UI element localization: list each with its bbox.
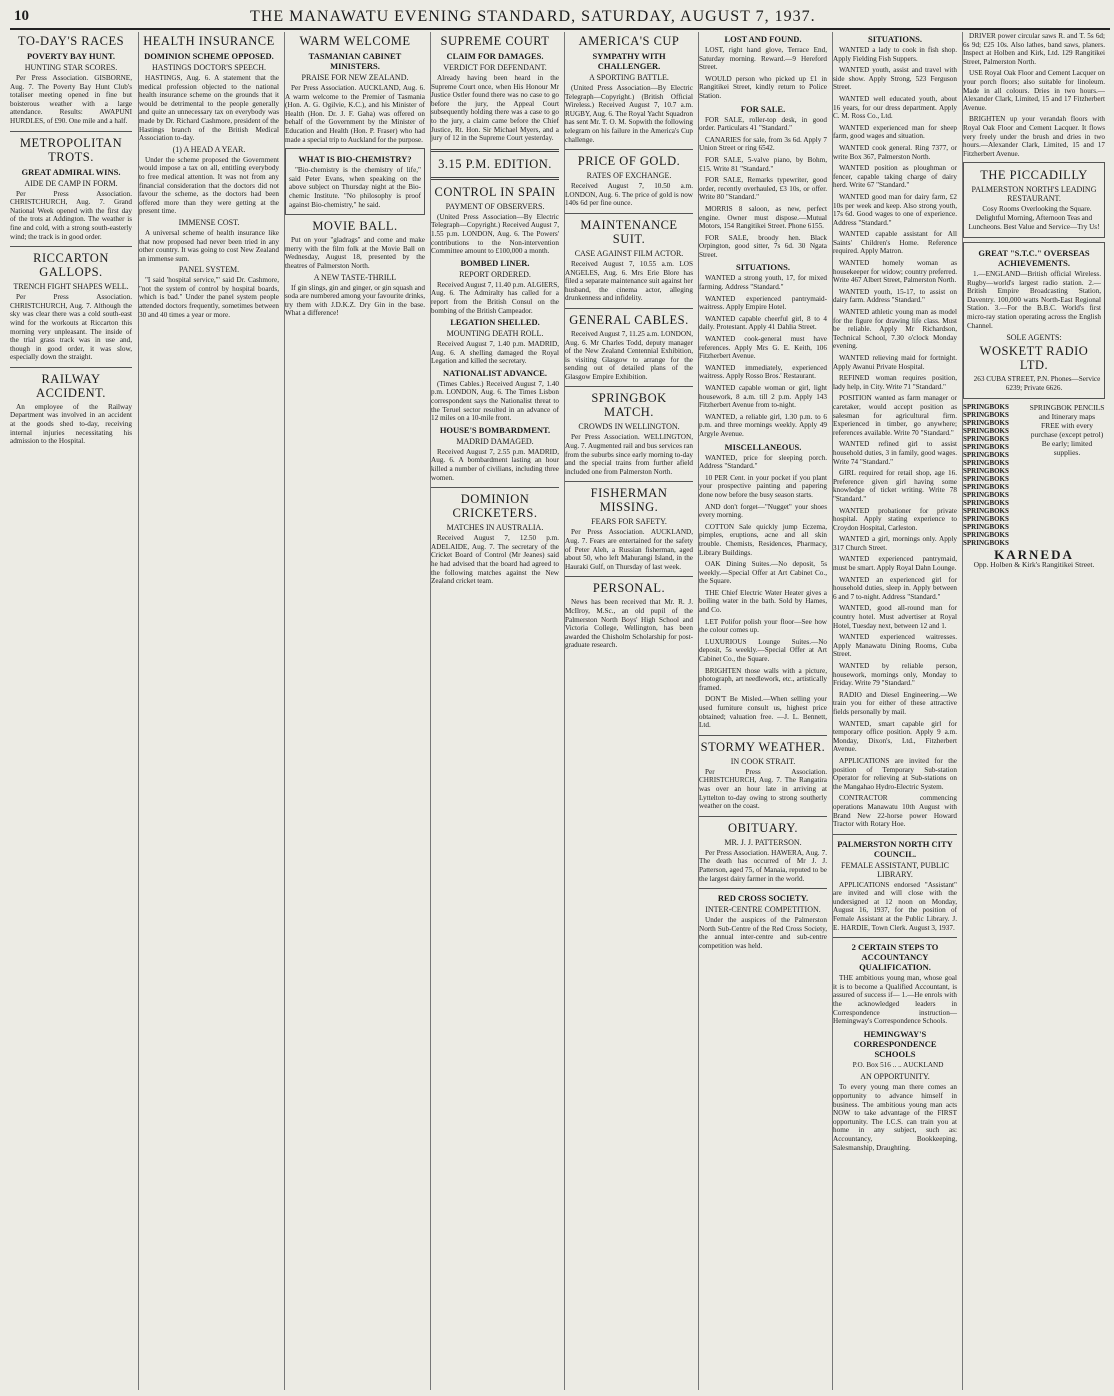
- classified-ad: GIRL required for retail shop, age 16. Preference given girl having some knowledge of ticket writing. Write 78 "Standard.": [833, 469, 957, 503]
- classified-ad: AND don't forget—"Nugget" your shoes every morning.: [699, 502, 827, 520]
- article-text: Per Press Association. AUCKLAND, Aug. 7. Fears are entertained for the safety of Peter Aleh, a Russian fisherman, aged about 50, who left Mahurangi Island, in the Hauraki Gulf, on Thursday of last week.: [565, 528, 693, 571]
- subheadline: IMMENSE COST.: [178, 217, 240, 227]
- divider: [431, 487, 559, 488]
- section-heading: MISCELLANEOUS.: [724, 441, 802, 452]
- column-6: [698, 32, 827, 1390]
- article-text: Received August 7, 11.40 p.m. ALGIERS, Aug. 6. The Admiralty has called for a report from the British Consul on the bombing of the British Campeador.: [431, 280, 559, 315]
- classified-ad: RADIO and Diesel Engineering.—We train you for either of these attractive fields personally by mail.: [833, 690, 957, 716]
- subheadline: CASE AGAINST FILM ACTOR.: [574, 248, 684, 258]
- springbok-line: SPRINGBOKS: [963, 475, 1009, 484]
- column-8: [962, 32, 1105, 1390]
- subheadline: INTER-CENTRE COMPETITION.: [705, 905, 821, 915]
- classified-ad: WANTED homely woman as housekeeper for widow; country preferred. Write 467 Albert Street, Palmerston North.: [833, 259, 957, 285]
- subheadline: MADRID DAMAGED.: [456, 436, 534, 446]
- article-text: "Bio-chemistry is the chemistry of life," said Peter Evans, when speaking on the above subject on Thursday night at the Bio-chemic Institute. "No philosophy is proof against Bio-chemistry," he said.: [289, 166, 421, 209]
- article-text: Received August 7, 10.50 a.m. LONDON, Aug. 6. The price of gold is now 140s 6d per fine ounce.: [565, 182, 693, 208]
- headline-railway: RAILWAY ACCIDENT.: [36, 371, 106, 400]
- classified-ad: WANTED, good all-round man for country hotel. Must advertiser at Royal Hotel, Tuesday next, between 12 and 1.: [833, 604, 957, 630]
- headline-cables: GENERAL CABLES.: [569, 312, 689, 327]
- classified-ad: DRIVER power circular saws R. and T. 5s 6d; 6s 9d; £25 10s. Also lathes, band saws, planers. Inspect at Holben and Kirk, Ltd. 129 Rangitikei Street, Palmerston North.: [963, 32, 1105, 66]
- subheadline: PANEL SYSTEM.: [178, 265, 240, 275]
- classified-ad: MORRIS 8 saloon, as new, perfect engine. Owner must dispose.—Mutual Motors, 154 Rangitikei Street. Phone 6155.: [699, 204, 827, 231]
- divider: [565, 308, 693, 309]
- subheadline: MR. J. J. PATTERSON.: [724, 837, 802, 847]
- classified-ad: WANTED good man for dairy farm, £2 10s per week and keep. Also strong youth, 17s 6d. Good wages to one of experience. Address "Standard.": [833, 192, 957, 227]
- article-text: News has been received that Mr. R. J. McIlroy, M.Sc., an old pupil of the Palmerston North Boys' High School and Victoria College, Wellington, has been awarded the Chisholm Scholarship for post-graduate research.: [565, 598, 693, 650]
- newspaper-title: THE MANAWATU EVENING STANDARD, SATURDAY, AUGUST 7, 1937.: [250, 8, 816, 25]
- subheadline: TRENCH FIGHT SHAPES WELL.: [13, 282, 129, 292]
- classified-ad: COTTON Sale quickly jump Eczema, pimples, eruptions, acne and all skin trouble. Chemists, Residences, Pharmacy, Library Buildings.: [699, 522, 827, 557]
- divider: [699, 735, 827, 736]
- classified-ad: APPLICATIONS are invited for the position of Temporary Sub-station Operator for relieving at Sub-stations on the Mangahao Hydro-Electric System.: [833, 756, 957, 791]
- headline-fisherman: FISHERMAN MISSING.: [590, 486, 668, 515]
- subheadline: SYMPATHY WITH CHALLENGER.: [592, 51, 666, 71]
- ad-heading: THE PICCADILLY: [980, 168, 1088, 183]
- subheadline: LEGATION SHELLED.: [450, 317, 540, 328]
- classified-ad: WANTED a strong youth, 17, for mixed farming. Address "Standard.": [699, 274, 827, 292]
- woskett-radio-ad: [963, 242, 1105, 399]
- classified-ad: DON'T Be Misled.—When selling your used furniture consult us, highest price obtained; valuation free. —J. L. Bennett, Ltd.: [699, 695, 827, 730]
- subheadline: BOMBED LINER.: [460, 257, 530, 268]
- article-text: "I said 'hospital service,'" said Dr. Cashmore, "not the system of control by hospital boards, which is bad." Under the panel system people attended doctors frequently, sometimes between 30 and 40 times a year or more.: [139, 276, 279, 319]
- classified-ad: FOR SALE, roller-top desk, in good order. Particulars 41 "Standard.": [699, 115, 827, 133]
- subheadline: MATCHES IN AUSTRALIA.: [446, 523, 544, 533]
- masthead: [10, 6, 1110, 30]
- classified-ad: WANTED athletic young man as model for the figure for drawing life class. Must be reliable. Apply Mr Richardson, Technical School, 7.30 o'clock Monday evening.: [833, 308, 957, 351]
- headline-americas-cup: AMERICA'S CUP: [578, 34, 680, 48]
- classified-ad: WANTED cook general. Ring 7377, or write Box 367, Palmerston North.: [833, 143, 957, 161]
- column-2: [138, 32, 279, 1390]
- subheadline: CROWDS IN WELLINGTON.: [578, 422, 680, 432]
- divider: [565, 576, 693, 577]
- article-text: Per Press Association. HAWERA, Aug. 7. The death has occurred of Mr J. J. Patterson, aged 75, of Manaia, reputed to be the largest dairy farmer in the world.: [699, 848, 827, 883]
- section-heading: RED CROSS SOCIETY.: [717, 893, 809, 904]
- springbok-line: SPRINGBOKS: [963, 427, 1009, 436]
- divider: [699, 888, 827, 889]
- headline-gallops: RICCARTON GALLOPS.: [33, 251, 109, 280]
- article-text: Received August 7, 11.25 a.m. LONDON, Aug. 6. Mr Charles Todd, deputy manager of the New Zealand Centennial Exhibition, is visiting Glasgow to arrange for the sending out of detailed plans of the Glasgow Empire Exhibition.: [565, 329, 693, 381]
- classified-ad: WANTED position as ploughman or fencer, capable taking charge of dairy herd. Write 67 "Standard.": [833, 164, 957, 190]
- article-text: If gin slings, gin and ginger, or gin squash and soda are numbered among your favourite drinks, try them with J.D.K.Z. Dry Gin in the base. What a difference!: [285, 283, 425, 318]
- classified-ad: WANTED experienced pantrymaid, must be smart. Apply Royal Dahn Lounge.: [833, 555, 957, 573]
- classified-ad: WANTED capable woman or girl, light housework, 8 a.m. till 2 p.m. Apply 143 Fitzherbert Avenue from to-night.: [699, 384, 827, 410]
- article-text: Per Press Association. CHRISTCHURCH, Aug. 7. Grand National Week opened with the first day of the trots at Addington. The weather is fine and cold, with a strong south-easterly wind; the track is in good order.: [10, 189, 132, 241]
- subheadline: SOLE AGENTS:: [1006, 333, 1062, 343]
- springbok-line: SPRINGBOKS: [963, 467, 1009, 476]
- classified-ad: APPLICATIONS endorsed "Assistant" are invited and will close with the undersigned at 12 noon on Monday, August 16, 1937, for the position of Female Assistant at the Public Library. J. E. HARDIE, Town Clerk. August 3, 1937.: [833, 880, 957, 932]
- headline-health: HEALTH INSURANCE: [143, 34, 275, 48]
- classified-ad: WANTED refined girl to assist household duties, 3 in family, good wages. Write 74 "Standard.": [833, 440, 957, 466]
- article-text: (United Press Association—By Electric Telegraph—Copyright.) (British Official Wireless.) Received August 7, 10.7 a.m. RUGBY, Aug. 6. The Royal Yacht Squadron has sent Mr. T. O. M. Sopwith the following telegram on his failure in the America's Cup challenge.: [565, 84, 693, 144]
- subheadline: A NEW TASTE-THRILL: [313, 272, 397, 282]
- springbok-line: SPRINGBOKS: [963, 403, 1009, 412]
- subheadline: (1) A HEAD A YEAR.: [172, 144, 246, 154]
- divider: [10, 131, 132, 132]
- column-3: [284, 32, 425, 1390]
- divider: [699, 816, 827, 817]
- subheadline: HASTINGS DOCTOR'S SPEECH.: [152, 63, 266, 72]
- classified-ad: WANTED well educated youth, about 16 years, for our dress department. Apply C. M. Ross Co., Ltd.: [833, 94, 957, 121]
- subheadline: PALMERSTON NORTH'S LEADING RESTAURANT.: [971, 185, 1097, 204]
- subheadline: VERDICT FOR DEFENDANT.: [443, 63, 547, 72]
- springbok-line: SPRINGBOKS: [963, 499, 1009, 508]
- article-text: Per Press Association. GISBORNE, Aug. 7. The Poverty Bay Hunt Club's totaliser meeting opened in fine but boisterous weather with a large attendance. Results: AWAPUNI HURDLES, of £90. One mile and a half.: [10, 74, 132, 125]
- section-heading: PALMERSTON NORTH CITY COUNCIL.: [837, 838, 953, 859]
- column-5: [564, 32, 693, 1390]
- article-text: Received August 7, 10.55 a.m. LOS ANGELES, Aug. 6. Mrs Erie Blore has filed a separate maintenance suit against her husband, the cinema actor, alleging drunkenness and infidelity.: [565, 259, 693, 303]
- subheadline: FEMALE ASSISTANT, PUBLIC LIBRARY.: [841, 860, 949, 879]
- section-heading: SITUATIONS.: [736, 262, 790, 273]
- divider: [431, 149, 559, 152]
- subheadline: A SPORTING BATTLE.: [589, 73, 669, 82]
- subheadline: RATES OF EXCHANGE.: [586, 171, 672, 181]
- article-text: Received August 7, 1.40 p.m. MADRID, Aug. 6. A shelling damaged the Royal Legation and killed the secretary.: [431, 340, 559, 366]
- classified-ad: WANTED experienced waitresses. Apply Manawatu Dining Rooms, Cuba Street.: [833, 633, 957, 659]
- subheadline: PRAISE FOR NEW ZEALAND.: [301, 73, 409, 82]
- divider: [833, 937, 957, 938]
- classified-ad: WANTED youth, 15-17, to assist on dairy farm. Address "Standard.": [833, 287, 957, 305]
- classified-ad: WANTED an experienced girl for household duties, sleep in. Apply between 6 and 7 to-night. Address "Standard.": [833, 575, 957, 601]
- classified-ad: 10 PER Cent. in your pocket if you plant your prospective painting and papering done now before the busy season starts.: [699, 473, 827, 499]
- ad-text: 1.—ENGLAND—British official Wireless. Rugby—world's largest radio station. 2.—British Empire Broadcasting Station, Daventry. 100,000 watts North-East Regional Station. 3.—For the B.B.C. World's first micro-ray station operating across the English Channel.: [967, 270, 1101, 330]
- headline-springbok: SPRINGBOK MATCH.: [591, 391, 667, 420]
- springbok-line: SPRINGBOKS: [963, 419, 1009, 428]
- headline-supreme-court: SUPREME COURT: [440, 34, 550, 48]
- divider: [431, 177, 559, 180]
- divider: [565, 213, 693, 214]
- classified-ad: P.O. Box 516 .. .. AUCKLAND: [852, 1060, 944, 1069]
- headline-gold: PRICE OF GOLD.: [577, 154, 681, 169]
- headline-personal: PERSONAL.: [592, 581, 666, 596]
- article-text: Per Press Association. AUCKLAND, Aug. 6. A warm welcome to the Premier of Tasmania (Hon. A. G. Ogilvie, K.C.), and his Minister of Health (Hon. Dr. J. F. Gaha) was offered on behalf of the Government by the Minister of Education and Health (Hon. P. Fraser) who had made a special trip to Auckland for the purpose.: [285, 84, 425, 144]
- section-heading: HEMINGWAY'S CORRESPONDENCE SCHOOLS: [853, 1028, 937, 1059]
- subheadline: HOUSE'S BOMBARDMENT.: [439, 424, 551, 435]
- classified-ad: WANTED capable assistant for All Saints' Children's Home. Reference required. Apply Matron.: [833, 230, 957, 256]
- classified-ad: CONTRACTOR commencing operations Manawatu 10th August with Brand New 22-horse power Howard Tractor with Rotary Hoe.: [833, 794, 957, 829]
- article-text: A universal scheme of health insurance like that now proposed had never been tried in any other country. It was going to cost New Zealand an immense sum.: [139, 228, 279, 263]
- ad-text: 263 CUBA STREET, P.N. Phones—Service 6239; Private 6626.: [973, 375, 1101, 392]
- divider: [10, 367, 132, 368]
- springbok-line: SPRINGBOKS: [963, 435, 1009, 444]
- classified-ad: LET Polifor polish your floor—See how the colour comes up.: [699, 617, 827, 635]
- section-heading: LOST AND FOUND.: [724, 34, 802, 44]
- classified-ad: WOULD person who picked up £1 in Rangitikei Street, kindly return to Police Station.: [699, 74, 827, 100]
- subheadline: IN COOK STRAIT.: [730, 756, 796, 766]
- article-text: Per Press Association. CHRISTCHURCH, Aug. 7. The Rangatira was over an hour late in arriving at Lyttelton to-day owing to strong southerly weather on the coast.: [699, 767, 827, 811]
- subheadline: PAYMENT OF OBSERVERS.: [445, 201, 545, 211]
- headline-movie-ball: MOVIE BALL.: [312, 219, 398, 234]
- classified-ad: FOR SALE, Remarks typewriter, good order, recently overhauled, £3 10s, or offer. Write 80 "Standard.": [699, 176, 827, 202]
- classified-ad: FOR SALE, broody hen. Black Orpington, good sitter, 7s 6d. 30 Ngata Street.: [699, 233, 827, 259]
- divider: [833, 834, 957, 835]
- springbok-line: SPRINGBOKS: [963, 443, 1009, 452]
- piccadilly-ad: [963, 162, 1105, 238]
- springbok-line: SPRINGBOKS: [963, 459, 1009, 468]
- article-text: Under the auspices of the Palmerston North Sub-Centre of the Red Cross Society, the annual inter-centre and sub-centre competition was held.: [699, 916, 827, 950]
- article-text: Under the scheme proposed the Government would impose a tax on all, entitling everybody to free medical attention. It was not from any financial consideration that the doctors did not favour the scheme, as the doctors had been offered more than they were getting at the present time.: [139, 155, 279, 216]
- classified-ad: To every young man there comes an opportunity to advance himself in business. The ambitious young man acts NOW to take advantage of the FIRST opportunity. The I.C.S. can train you at home in any subject, such as: Accountancy, Bookkeeping, Salesmanship, Draughting.: [833, 1083, 957, 1152]
- divider: [565, 481, 693, 482]
- classified-ad: WANTED by reliable person, housework, mornings only, Monday to Friday. Write 79 "Standard.": [833, 662, 957, 688]
- springbok-line: SPRINGBOKS: [963, 411, 1009, 420]
- article-text: Already having been heard in the Supreme Court once, when His Honour Mr Justice Ostler found there was no case to go before the jury, the Appeal Court subsequently holding there was a case to go to the jury, a claim came before the Chief Justice, Rt. Hon. Sir Michael Myers, and a jury of 12 in the Supreme Court yesterday.: [431, 74, 559, 143]
- springbok-line: SPRINGBOKS: [963, 531, 1009, 540]
- karneda-address: Opp. Holben & Kirk's Rangitikei Street.: [973, 560, 1095, 570]
- article-text: Put on your "gladrags" and come and make merry with the film folk at the Movie Ball on Wednesday, August 18, presented by the theatres of Palmerston North.: [285, 236, 425, 270]
- classified-ad: FOR SALE, 5-valve piano, by Bohm, £15. Write 81 "Standard.": [699, 155, 827, 173]
- classified-ad: USE Royal Oak Floor and Cement Lacquer on your porch floors; also suitable for linoleum. Made in all colours. Dries in two hours.—Alexander Clark, Limited, 15 and 17 Fitzherbert Avenue.: [963, 69, 1105, 112]
- ad-text: Cosy Rooms Overlooking the Square. Delightful Morning, Afternoon Teas and Luncheons. Best Value and Service—Try Us!: [968, 205, 1100, 231]
- subheadline: HUNTING STAR SCORES.: [24, 63, 118, 72]
- subheadline: GREAT ADMIRAL WINS.: [21, 166, 121, 177]
- classified-ad: REFINED woman requires position, lady help, in City. Write 71 "Standard.": [833, 374, 957, 391]
- classified-ad: POSITION wanted as farm manager or caretaker, would accept position as salesman for agricultural firm. Experienced in timber, go anywhere; references available. Write 70 "Standard.": [833, 394, 957, 437]
- classified-ad: LUXURIOUS Lounge Suites.—No deposit, 5s weekly.—Special Offer at Art Cabinet Co., the Square.: [699, 637, 827, 664]
- springbok-line: SPRINGBOKS: [963, 523, 1009, 532]
- edition-banner: 3.15 P.M. EDITION.: [438, 156, 552, 171]
- ad-heading: WOSKETT RADIO LTD.: [979, 344, 1089, 373]
- subheadline: FEARS FOR SAFETY.: [591, 517, 667, 527]
- classified-ad: LOST, right hand glove, Terrace End, Saturday morning. Reward.—9 Hereford Street.: [699, 46, 827, 72]
- classified-ad: WANTED experienced man for sheep farm, good wages and situation.: [833, 123, 957, 141]
- section-heading: FOR SALE.: [740, 103, 786, 114]
- springbok-line: SPRINGBOKS: [963, 451, 1009, 460]
- divider: [565, 386, 693, 387]
- springbok-line: SPRINGBOKS: [963, 507, 1009, 516]
- headline-maintenance: MAINTENANCE SUIT.: [580, 217, 678, 246]
- headline-trots: METROPOLITAN TROTS.: [19, 135, 123, 164]
- subheadline: AN OPPORTUNITY.: [860, 1072, 930, 1082]
- subheadline: POVERTY BAY HUNT.: [26, 51, 116, 61]
- divider: [565, 149, 693, 150]
- classified-ad: THE ambitious young man, whose goal it is to become a Qualified Accountant, is assured of success if— 1.—He enrols with the acknowledged leaders in Correspondence instruction—Hemingway's Correspondence Schools.: [833, 974, 957, 1026]
- springbok-line: SPRINGBOKS: [963, 515, 1009, 524]
- springbok-list: [963, 403, 1025, 547]
- article-text: (Times Cables.) Received August 7, 1.40 p.m. LONDON, Aug. 6. The Times Lisbon correspondent says the Nationalist threat to the Teruel sector resulted in an advance of 12 miles on a 10-mile front.: [431, 379, 559, 423]
- article-box: [285, 148, 425, 215]
- classified-ad: OAK Dining Suites.—No deposit, 5s weekly.—Special Offer at Art Cabinet Co., the Square.: [699, 560, 827, 586]
- classified-ad: WANTED youth, assist and travel with side show. Apply Strong, 523 Ferguson Street.: [833, 66, 957, 92]
- headline-spain: CONTROL IN SPAIN: [434, 184, 556, 199]
- article-text: Per Press Association. CHRISTCHURCH, Aug. 7. Although the sky was clear there was a cold south-east wind for the workouts at Riccarton this morning very unpleasant. The inside of the trial grass track was in use and, though in good order, it was slow, especially down the straight.: [10, 293, 132, 362]
- article-text: Received August 7, 12.50 p.m. ADELAIDE, Aug. 7. The secretary of the Cricket Board of Control (Mr Jeanes) said he had advised that the board had agreed to the following matches against the New Zealand cricket team.: [431, 534, 559, 586]
- classified-ad: BRIGHTEN those walls with a picture, photograph, art needlework, etc., artistically framed.: [699, 666, 827, 692]
- classified-ad: BRIGHTEN up your verandah floors with Royal Oak Floor and Cement Lacquer. It flows very freely under the brush and dries in two hours.—Alexander Clark, Limited, 15 and 17 Fitzherbert Avenue.: [963, 115, 1105, 158]
- springbok-line: SPRINGBOKS: [963, 491, 1009, 500]
- subheadline: CLAIM FOR DAMAGES.: [446, 51, 544, 61]
- headline-obituary: OBITUARY.: [728, 820, 798, 835]
- column-7: [832, 32, 957, 1390]
- subheadline: MOUNTING DEATH ROLL.: [446, 329, 544, 339]
- subheadline: WHAT IS BIO-CHEMISTRY?: [298, 154, 412, 165]
- ad-heading: GREAT "S.T.C." OVERSEAS ACHIEVEMENTS.: [978, 248, 1090, 269]
- article-text: An employee of the Railway Department was involved in an accident at the goods shed to-day, receiving internal injuries necessitating his admission to the Hospital.: [10, 402, 132, 446]
- karneda-logo: KARNEDA: [994, 547, 1074, 563]
- springbok-line: SPRINGBOKS: [963, 483, 1009, 492]
- classified-ad: WANTED a girl, mornings only. Apply 317 Church Street.: [833, 535, 957, 552]
- subheadline: AIDE DE CAMP IN FORM.: [24, 178, 118, 188]
- section-heading: 2 CERTAIN STEPS TO ACCOUNTANCY QUALIFICATION.: [851, 942, 939, 973]
- classified-ad: CANARIES for sale, from 3s 6d. Apply 7 Union Street or ring 6542.: [699, 135, 827, 153]
- divider: [10, 246, 132, 247]
- headline-cricketers: DOMINION CRICKETERS.: [452, 492, 538, 521]
- classified-ad: WANTED a lady to cook in fish shop. Apply Fielding Fish Suppers.: [833, 46, 957, 63]
- section-heading: SITUATIONS.: [868, 34, 922, 44]
- column-1: [10, 32, 132, 1390]
- springbok-line: SPRINGBOKS: [963, 539, 1009, 548]
- classified-ad: WANTED probationer for private hospital. Apply stating experience to Croydon Hospital, Carleston.: [833, 506, 957, 532]
- headline-stormy: STORMY WEATHER.: [700, 739, 826, 754]
- subheadline: TASMANIAN CABINET MINISTERS.: [308, 51, 402, 71]
- article-text: Per Press Association. WELLINGTON, Aug. 7. Augmented rail and bus services ran from the suburbs since early morning to-day and the special trains from further afield included one from Palmerston North.: [565, 433, 693, 476]
- headline-welcome: WARM WELCOME: [299, 34, 411, 48]
- classified-ad: WANTED experienced pantrymaid-waitress. Apply Empire Hotel.: [699, 294, 827, 312]
- springbok-offer: SPRINGBOK PENCILS and Itinerary maps FREE with every purchase (except petrol) Be early; limited supplies.: [1029, 403, 1105, 458]
- subheadline: NATIONALIST ADVANCE.: [443, 367, 547, 378]
- page-number: 10: [14, 8, 29, 24]
- headline-races: TO-DAY'S RACES: [17, 34, 125, 48]
- classified-ad: WANTED, a reliable girl, 1.30 p.m. to 6 p.m. and three mornings weekly. Apply 49 Argyle Avenue.: [699, 412, 827, 438]
- article-text: (United Press Association—By Electric Telegraph—Copyright.) Received August 7, 1.55 p.m. LONDON, Aug. 6. The Powers' contributions to the Non-intervention Committee amount to £100,000 a month.: [431, 212, 559, 256]
- article-text: Received August 7, 2.55 p.m. MADRID, Aug. 6. A bombardment lasting an hour killed a number of civilians, including three women.: [431, 447, 559, 482]
- classified-ad: WANTED cook-general must have references. Apply Mrs G. E. Keith, 106 Fitzherbert Avenue.: [699, 335, 827, 361]
- classified-ad: WANTED immediately, experienced waitress. Apply Rosso Bros.' Restaurant.: [699, 363, 827, 381]
- springbok-ad: [963, 403, 1105, 547]
- classified-ad: WANTED, price for sleeping porch. Address "Standard.": [699, 453, 827, 471]
- article-text: HASTINGS, Aug. 6. A statement that the medical profession objected to the national health insurance scheme on the grounds that it would be detrimental to the people generally and quite an unnecessary tax on everybody was made by Dr. Richard Cashmore, president of the Hastings branch of the British Medical Association to-day.: [139, 74, 279, 143]
- classified-ad: WANTED, smart capable girl for temporary office position. Apply 9 a.m. Monday, Dixon's, Ltd., Fitzherbert Avenue.: [833, 719, 957, 754]
- subheadline: DOMINION SCHEME OPPOSED.: [144, 51, 274, 61]
- subheadline: REPORT ORDERED.: [459, 269, 531, 279]
- column-4: [430, 32, 559, 1390]
- classified-ad: THE Chief Electric Water Heater gives a boiling water in the bath. Sold by Hames, and Co.: [699, 588, 827, 615]
- classified-ad: WANTED capable cheerful girl, 8 to 4 daily. Protestant. Apply 41 Dahlia Street.: [699, 314, 827, 332]
- classified-ad: WANTED relieving maid for fortnight. Apply Awanui Private Hospital.: [833, 354, 957, 371]
